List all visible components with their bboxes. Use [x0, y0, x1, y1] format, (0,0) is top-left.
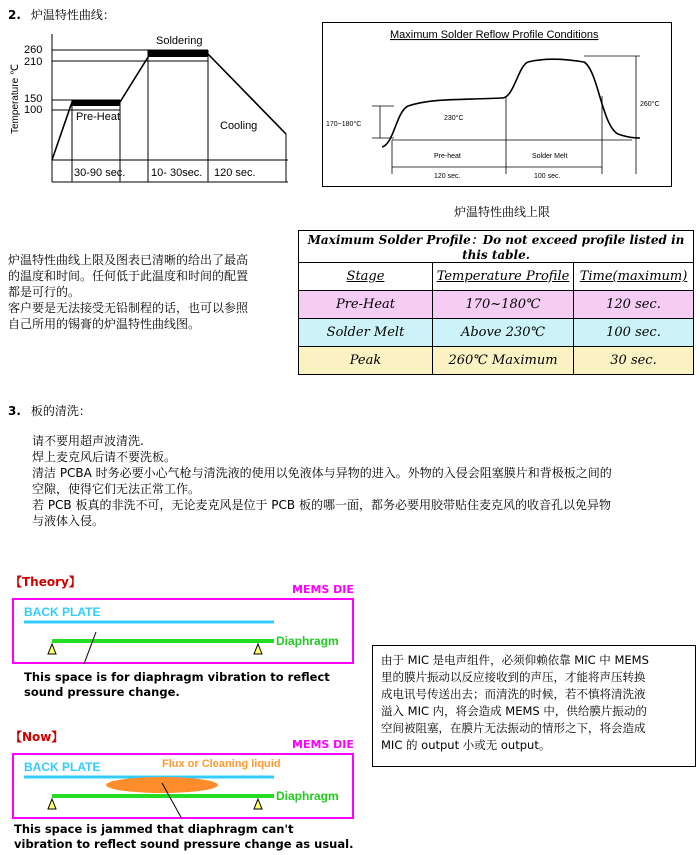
- back-plate-label: BACK PLATE: [24, 760, 101, 774]
- y-axis-label: Temperature ℃: [10, 63, 21, 134]
- now-caption: [14, 822, 353, 852]
- soldering-bar: [148, 50, 208, 57]
- label-120-sec: 120 sec.: [434, 173, 461, 180]
- label-100-sec: 100 sec.: [534, 173, 561, 180]
- cleaning-line: 清洁 PCBA 时务必要小心气枪与清洗液的使用以免液体与异物的进入。外物的入侵会阻塞膜片和背极板之间的: [32, 466, 612, 480]
- now-mic-diagram: [12, 753, 357, 823]
- caption-line: This space is jammed that diaphragm can't: [14, 822, 294, 836]
- diaphragm-label: Diaphragm: [276, 789, 339, 803]
- section-title: 炉温特性曲线：: [30, 8, 115, 22]
- theory-mic-diagram: [12, 598, 357, 668]
- caption-line: This space is for diaphragm vibration to reflect: [24, 670, 330, 684]
- theory-mems-die-label: MEMS DIE: [292, 583, 354, 596]
- column-stage: Stage: [299, 263, 433, 291]
- cleaning-instructions: [32, 433, 612, 529]
- back-plate-label: BACK PLATE: [24, 605, 101, 619]
- section-number: 3.: [8, 404, 21, 418]
- support-right: [254, 644, 262, 654]
- note-line: 里的膜片振动以反应接收到的声压，才能将声压转换: [381, 670, 646, 684]
- description-line: 的温度和时间。任何低于此温度和时间的配置: [8, 269, 249, 283]
- stage-preheat: Pre-Heat: [76, 111, 121, 123]
- stage-soldering: Soldering: [156, 35, 203, 47]
- pointer-line: [84, 632, 96, 664]
- cleaning-line: 焊上麦克风后请不要洗板。: [32, 450, 177, 464]
- now-tag: [10, 728, 63, 745]
- cell-time: 100 sec.: [574, 319, 694, 347]
- note-line: MIC 的 output 小或无 output。: [381, 738, 551, 752]
- stage-cooling: Cooling: [220, 120, 258, 132]
- description-line: 自己所用的锡膏的炉温特性曲线图。: [8, 317, 201, 331]
- reflow-profile-diagram: [8, 30, 298, 190]
- theory-tag-text: 【Theory】: [10, 575, 81, 589]
- chart-frame: [323, 23, 672, 187]
- cell-temperature: 170~180℃: [433, 291, 574, 319]
- now-mems-die-label: MEMS DIE: [292, 738, 354, 751]
- note-line: 由于 MIC 是电声组件，必须仰赖依靠 MIC 中 MEMS: [381, 653, 649, 667]
- cell-time: 30 sec.: [574, 347, 694, 375]
- cell-stage: Pre-Heat: [299, 291, 433, 319]
- profile-curve: [52, 54, 286, 160]
- label-230: 230°C: [444, 115, 464, 122]
- caption-line: vibration to reflect sound pressure change as usual.: [14, 837, 354, 851]
- cell-temperature: 260℃ Maximum: [433, 347, 574, 375]
- section-3-heading: [8, 402, 91, 419]
- flux-blob: [106, 777, 218, 793]
- label-solder-melt: Solder Melt: [532, 153, 568, 160]
- cell-temperature: Above 230℃: [433, 319, 574, 347]
- column-temperature: Temperature Profile: [433, 263, 574, 291]
- now-tag-text: 【Now】: [10, 730, 64, 744]
- y-tick-100: 100: [24, 104, 43, 116]
- max-reflow-profile-chart: [322, 22, 672, 187]
- note-line: 空间被阻塞，在膜片无法振动的情形之下，将会造成: [381, 721, 646, 735]
- description-line: 炉温特性曲线上限及图表已清晰的给出了最高: [8, 253, 249, 267]
- cleaning-line: 请不要用超声波清洗.: [32, 434, 144, 448]
- note-line: 溢入 MIC 内，将会造成 MEMS 中，供给膜片振动的: [381, 704, 647, 718]
- description-line: 都是可行的。: [8, 285, 81, 299]
- table-row: [299, 347, 694, 375]
- support-right: [254, 799, 262, 809]
- cleaning-line: 空隙，使得它们无法正常工作。: [32, 482, 201, 496]
- description-text: [8, 252, 248, 332]
- column-time: Time(maximum): [574, 263, 694, 291]
- theory-caption: [24, 670, 330, 700]
- diaphragm-label: Diaphragm: [276, 634, 339, 648]
- chart-caption: 炉温特性曲线上限: [454, 205, 551, 219]
- y-tick-210: 210: [24, 56, 43, 68]
- x-label-cooling: 120 sec.: [214, 167, 256, 179]
- section-2-heading: [8, 6, 115, 23]
- cleaning-line: 与液体入侵。: [32, 514, 105, 528]
- table-row: [299, 291, 694, 319]
- label-preheat: Pre-heat: [434, 153, 461, 160]
- caption-line: sound pressure change.: [24, 685, 180, 699]
- chart-title: Maximum Solder Reflow Profile Conditions: [390, 29, 599, 41]
- x-label-soldering: 10- 30sec.: [151, 167, 203, 179]
- cell-stage: Solder Melt: [299, 319, 433, 347]
- note-line: 成电讯号传送出去；而清洗的时候，若不慎将清洗液: [381, 687, 646, 701]
- cell-stage: Peak: [299, 347, 433, 375]
- table-row: [299, 319, 694, 347]
- support-left: [48, 644, 56, 654]
- section-number: 2.: [8, 8, 21, 22]
- description-line: 客户要是无法接受无铅制程的话，也可以参照: [8, 301, 249, 315]
- theory-tag: [10, 573, 81, 590]
- solder-profile-table: [298, 230, 694, 375]
- table-column-headers: [299, 263, 694, 291]
- label-260: 260°C: [640, 101, 660, 108]
- support-left: [48, 799, 56, 809]
- y-tick-150: 150: [24, 93, 43, 105]
- cell-time: 120 sec.: [574, 291, 694, 319]
- table-header: Maximum Solder Profile：Do not exceed profile listed in this table.: [299, 231, 694, 263]
- x-label-preheat: 30-90 sec.: [74, 167, 126, 179]
- y-tick-260: 260: [24, 44, 43, 56]
- cleaning-line: 若 PCB 板真的非洗不可，无论麦克风是位于 PCB 板的哪一面，都务必要用胶带贴住麦克风的收音孔以免异物: [32, 498, 611, 512]
- section-title: 板的清洗：: [30, 404, 91, 418]
- label-170-180: 170~180°C: [326, 121, 362, 128]
- flux-label: Flux or Cleaning liquid: [162, 758, 281, 770]
- mic-cleaning-note: [372, 645, 696, 767]
- preheat-bar: [72, 100, 120, 106]
